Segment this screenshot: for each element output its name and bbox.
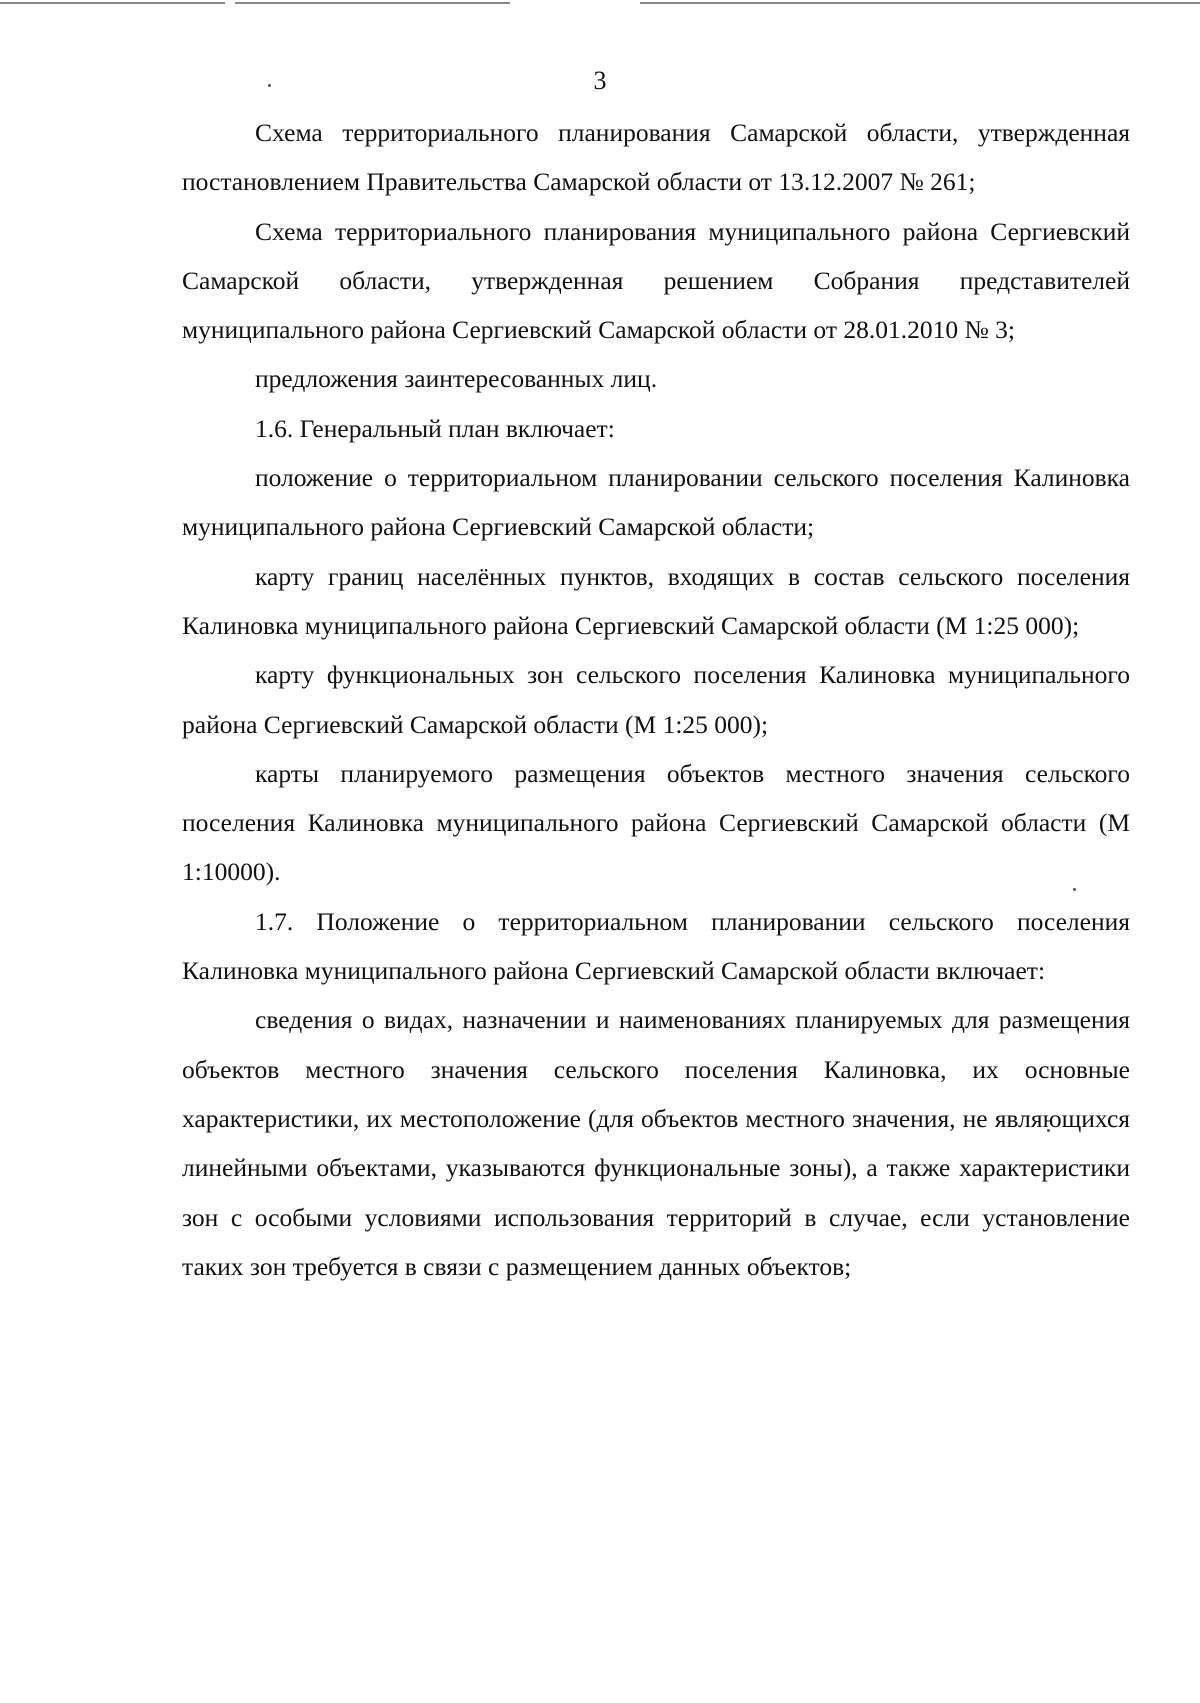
paragraph-placement-maps: карты планируемого размещения объектов местного значения сельского поселения Калиновка муниципального района Сергиевский Самарской области (М 1:10000).	[182, 758, 1130, 887]
paragraph-proposals: предложения заинтересованных лиц.	[255, 364, 658, 394]
paragraph-regional-scheme: Схема территориального планирования Самарской области, утвержденная постановлением Правительства Самарской области от 13.12.2007 № 261;	[182, 118, 1130, 197]
page-number: 3	[593, 66, 607, 95]
paragraph-object-details: сведения о видах, назначении и наименованиях планируемых для размещения объектов местного значения сельского поселения Калиновка, их основные характеристики, их местоположение (для объектов местного значения, не являющихся линейными объектами, указываются функциональные зоны), а также характеристики зон с особыми условиями использования территорий в случае, если установление таких зон требуется в связи с размещением данных объектов;	[182, 1005, 1130, 1281]
paragraph-boundaries-map: карту границ населённых пунктов, входящих в состав сельского поселения Калиновка муниципального района Сергиевский Самарской области (М 1:25 000);	[182, 561, 1130, 640]
document-body	[182, 108, 1130, 1291]
paragraph-section-1-7: 1.7. Положение о территориальном планировании сельского поселения Калиновка муниципального района Сергиевский Самарской области включает:	[182, 906, 1130, 986]
paragraph-functional-zones-map: карту функциональных зон сельского поселения Калиновка муниципального района Сергиевский Самарской области (М 1:25 000);	[182, 660, 1130, 739]
paragraph-district-scheme: Схема территориального планирования муниципального района Сергиевский Самарской области, утвержденная решением Собрания представителей муниципального района Сергиевский Самарской области от 28.01.2010 № 3;	[182, 216, 1130, 345]
paragraph-section-1-6: 1.6. Генеральный план включает:	[255, 413, 615, 443]
scan-edge-line	[0, 2, 1200, 4]
paragraph-planning-provision: положение о территориальном планировании сельского поселения Калиновка муниципального района Сергиевский Самарской области;	[182, 463, 1130, 542]
